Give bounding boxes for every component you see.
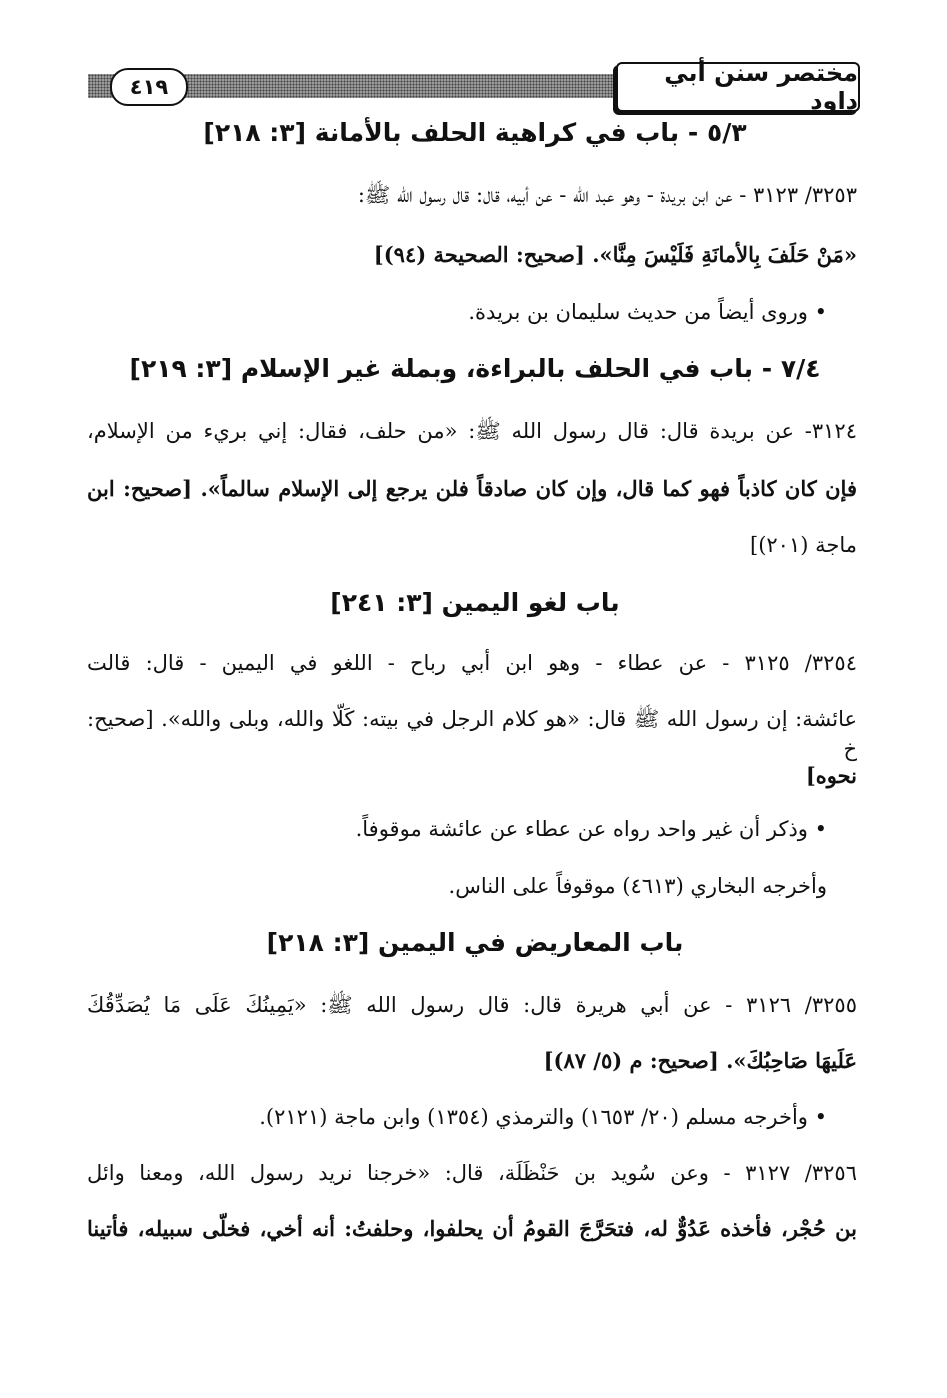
page-number: ٤١٩ bbox=[110, 68, 188, 106]
paragraph-4-line-2: عَلَيهَا صَاحِبُكَ». [صحيح: م (٥/ ٨٧)] bbox=[543, 1048, 857, 1073]
paragraph-3-line-1: ٣٢٥٤/ ٣١٢٥ - عن عطاء - وهو ابن أبي رباح - اللغو في اليمين - قال: قالت bbox=[87, 651, 857, 675]
paragraph-1-note: • وروى أيضاً من حديث سليمان بن بريدة. bbox=[468, 300, 827, 324]
paragraph-3-line-2: عائشة: إن رسول الله ﷺ قال: «هو كلام الرجل في بيته: كَلّا والله، وبلى والله». [صحيح: خ bbox=[87, 707, 857, 761]
paragraph-2-line-1: ٣١٢٤- عن بريدة قال: قال رسول الله ﷺ: «من حلف، فقال: إني بريء من الإسلام، bbox=[87, 419, 857, 443]
paragraph-3-note-1: • وذكر أن غير واحد رواه عن عطاء عن عائشة موقوفاً. bbox=[355, 817, 827, 841]
paragraph-2-line-3: ماجة (٢٠١)] bbox=[750, 533, 857, 557]
section-heading-1: ٥/٣ - باب في كراهية الحلف بالأمانة [٣: ٢١٨] bbox=[203, 118, 747, 147]
paragraph-4-note: • وأخرجه مسلم (٢٠/ ١٦٥٣) والترمذي (١٣٥٤) وابن ماجة (٢١٢١). bbox=[259, 1105, 827, 1129]
paragraph-1-line-1: ٣٢٥٣/ ٣١٢٣ - عن ابن بريدة - وهو عبد الله - عن أبيه، قال: قال رسول الله ﷺ: bbox=[357, 183, 857, 207]
paragraph-3-note-2: وأخرجه البخاري (٤٦١٣) موقوفاً على الناس. bbox=[448, 874, 827, 898]
paragraph-4-line-1: ٣٢٥٥/ ٣١٢٦ - عن أبي هريرة قال: قال رسول الله ﷺ: «يَمِينُكَ عَلَى مَا يُصَدِّقُكَ bbox=[87, 993, 857, 1017]
paragraph-3-line-3: نحوه] bbox=[805, 763, 857, 788]
page-header bbox=[88, 59, 860, 115]
paragraph-2-line-2: فإن كان كاذباً فهو كما قال، وإن كان صادقاً فلن يرجع إلى الإسلام سالماً». [صحيح: ابن bbox=[87, 476, 857, 501]
section-heading-4: باب المعاريض في اليمين [٣: ٢١٨] bbox=[266, 928, 684, 957]
paragraph-1-line-2: «مَنْ حَلَفَ بِالأمانَةِ فَلَيْسَ مِنَّا». [صحيح: الصحيحة (٩٤)] bbox=[373, 242, 857, 267]
section-heading-3: باب لغو اليمين [٣: ٢٤١] bbox=[330, 588, 620, 617]
paragraph-5-line-2: بن حُجْر، فأخذه عَدُوٌّ له، فتحَرَّجَ القومُ أن يحلفوا، وحلفتُ: أنه أخي، فخلّى سبيله، فأتينا bbox=[87, 1216, 857, 1241]
book-title: مختصر سنن أبي داود bbox=[616, 62, 860, 112]
section-heading-2: ٧/٤ - باب في الحلف بالبراءة، وبملة غير الإسلام [٣: ٢١٩] bbox=[129, 354, 821, 383]
paragraph-5-line-1: ٣٢٥٦/ ٣١٢٧ - وعن سُويد بن حَنْظَلَة، قال: «خرجنا نريد رسول الله، ومعنا وائل bbox=[87, 1161, 857, 1185]
